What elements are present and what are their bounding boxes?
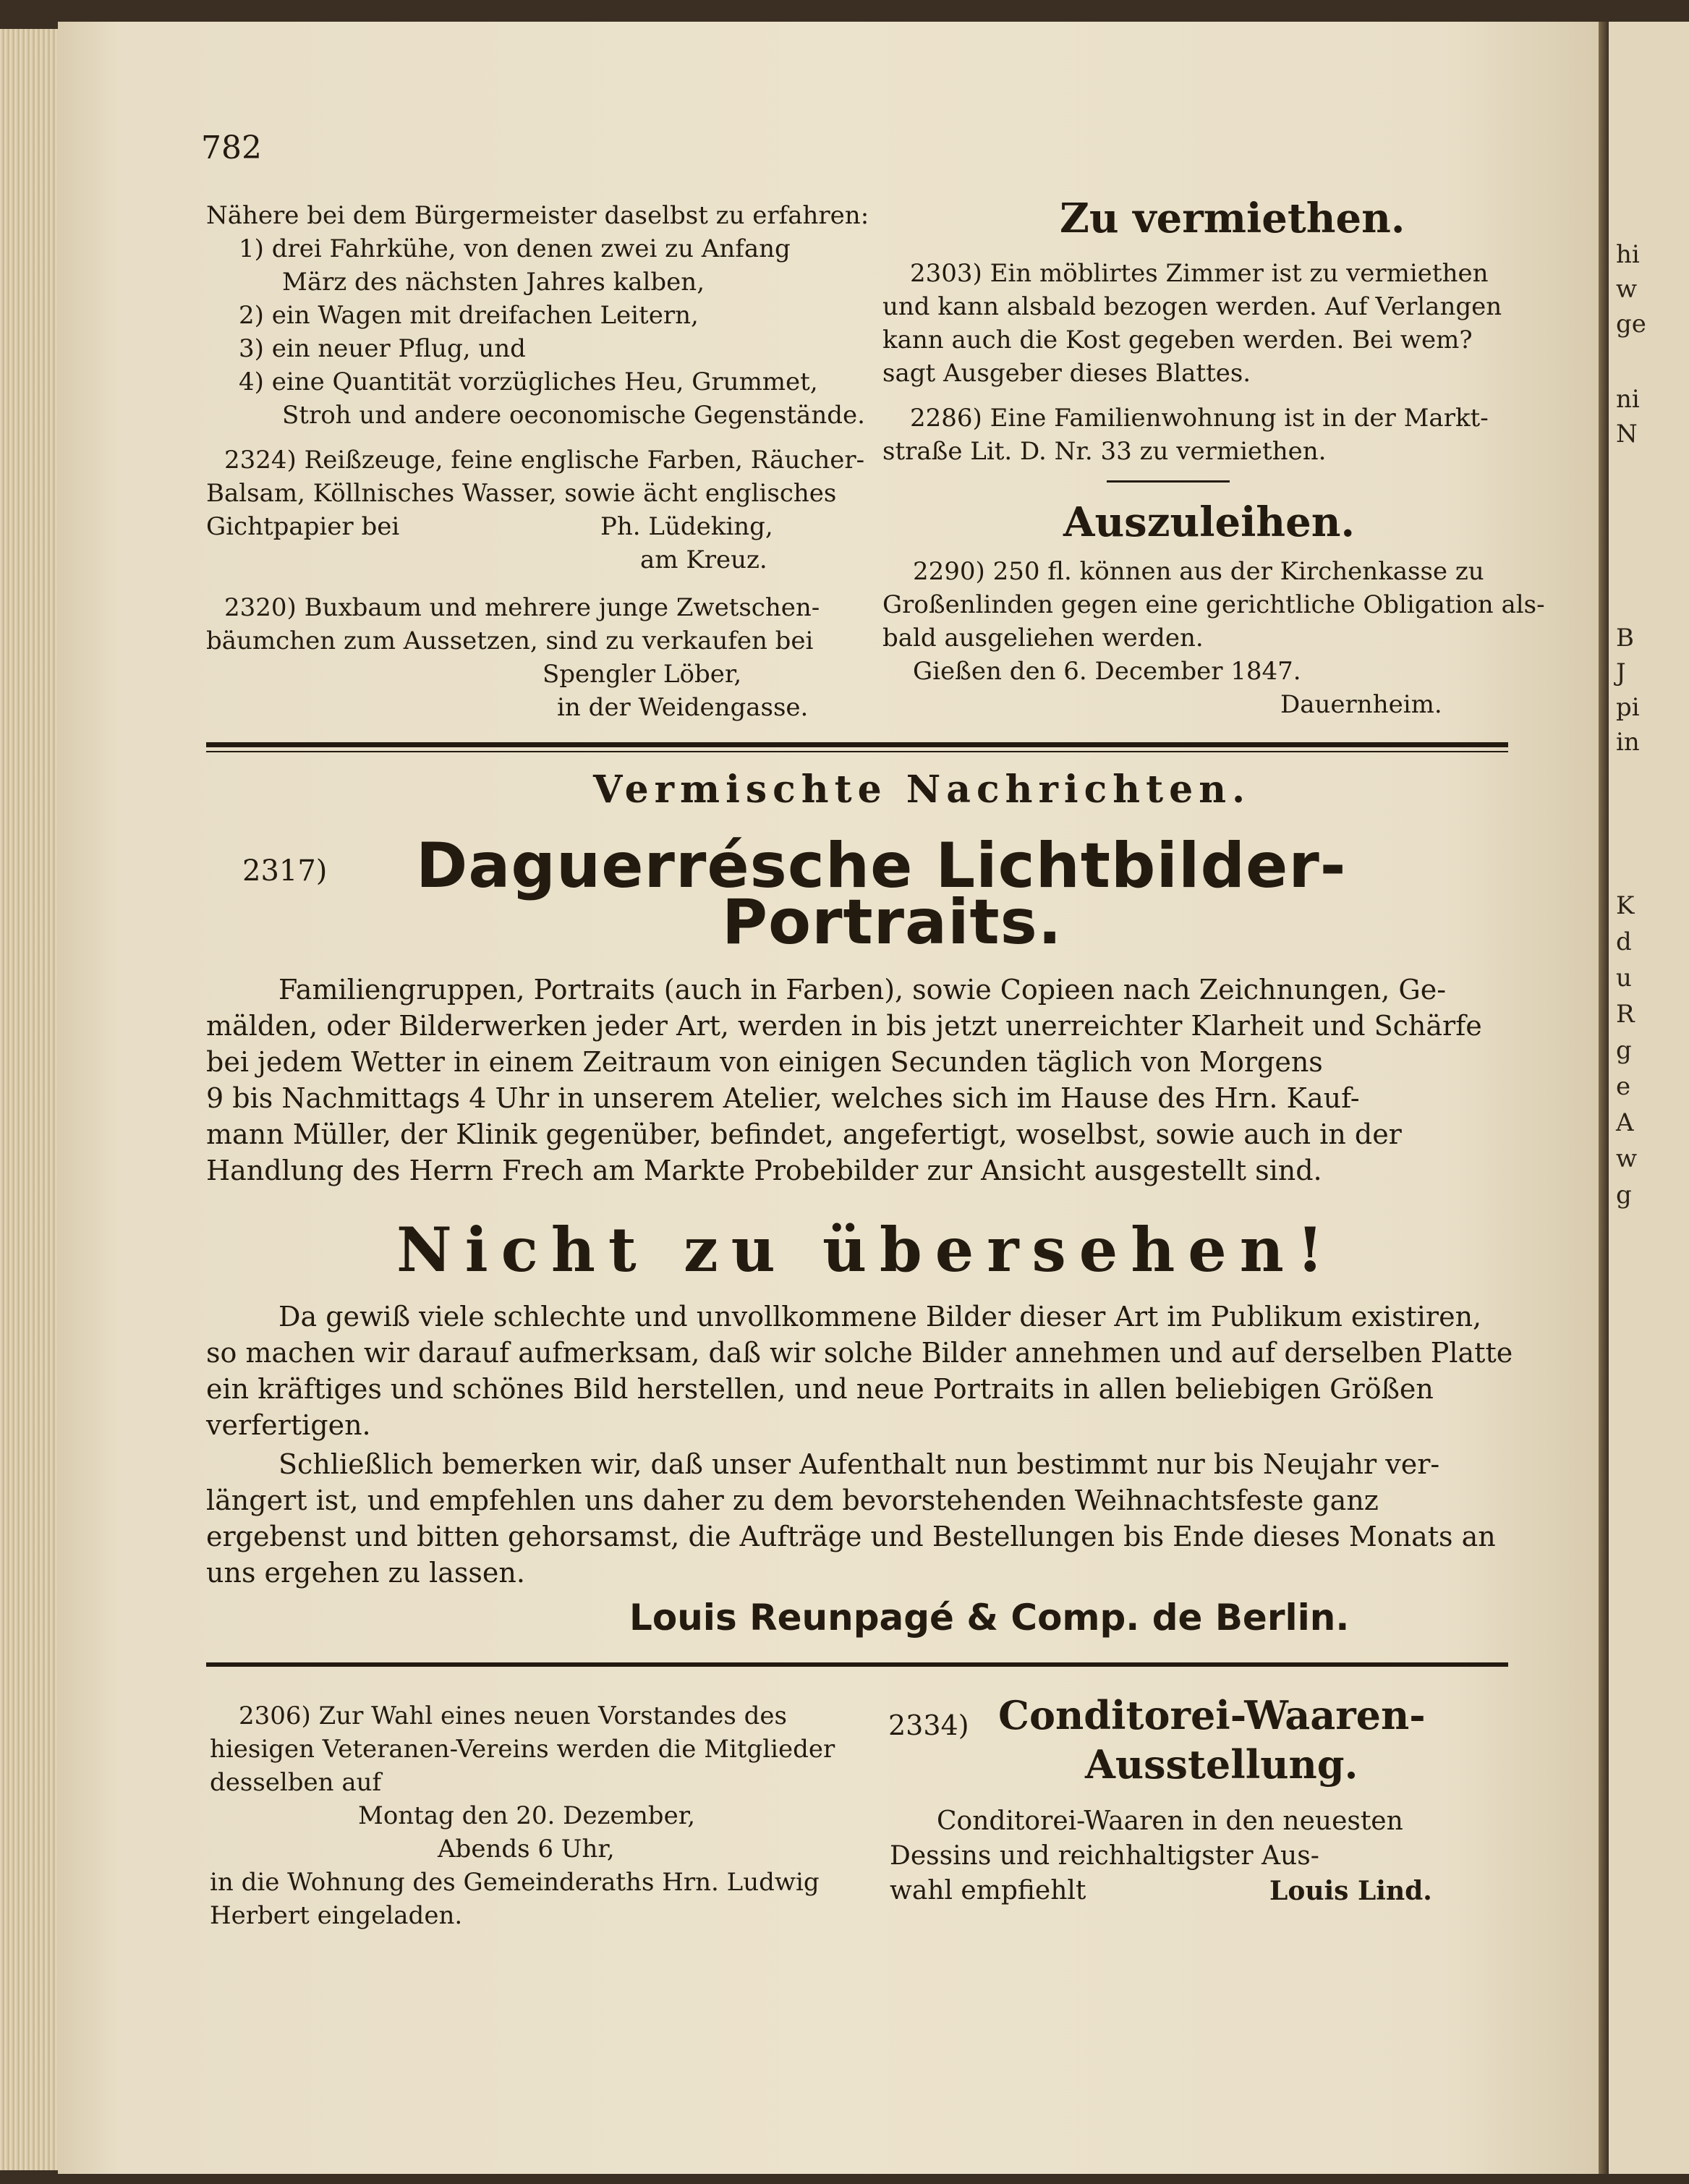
left-text-line: Balsam, Köllnisches Wasser, sowie ächt englisches: [206, 479, 837, 508]
right-text-line: kann auch die Kost gegeben werden. Bei wem?: [882, 326, 1473, 354]
left-text-line: Ph. Lüdeking,: [600, 512, 773, 541]
section-divider: [206, 742, 1508, 747]
ad-number: 2334): [888, 1709, 969, 1741]
next-page-fragment: B: [1616, 624, 1634, 653]
ad-text-line: desselben auf: [210, 1768, 382, 1797]
next-page-fragment: ge: [1616, 310, 1646, 339]
next-page-fragment: pi: [1616, 693, 1640, 722]
heading-auszuleihen: Auszuleihen.: [1063, 498, 1355, 546]
ad-text-line: Familiengruppen, Portraits (auch in Farben), sowie Copieen nach Zeichnungen, Ge-: [278, 974, 1447, 1006]
right-text-line: straße Lit. D. Nr. 33 zu vermiethen.: [882, 437, 1327, 466]
right-text-line: sagt Ausgeber dieses Blattes.: [882, 359, 1251, 388]
ad-text-line: verfertigen.: [206, 1409, 371, 1441]
left-text-line: bäumchen zum Aussetzen, sind zu verkaufen bei: [206, 626, 814, 655]
left-text-line: März des nächsten Jahres kalben,: [282, 268, 705, 297]
ad-text-line: Da gewiß viele schlechte und unvollkommene Bilder dieser Art im Publikum existiren,: [278, 1301, 1482, 1333]
ad-text-line: 9 bis Nachmittags 4 Uhr in unserem Atelier, welches sich im Hause des Hrn. Kauf-: [206, 1082, 1360, 1114]
headline-nicht-zu-uebersehen: Nicht zu übersehen!: [396, 1214, 1337, 1286]
left-text-line: Gichtpapier bei: [206, 512, 400, 541]
next-page-fragment: hi: [1616, 240, 1640, 269]
next-page-edge: [1609, 22, 1689, 2174]
left-text-line: 2) ein Wagen mit dreifachen Leitern,: [239, 301, 699, 330]
ad-text-line: Montag den 20. Dezember,: [358, 1801, 696, 1830]
ad-text-line: uns ergehen zu lassen.: [206, 1557, 525, 1589]
ad-text-line: Dessins und reichhaltigster Aus-: [890, 1841, 1319, 1871]
right-text-line: bald ausgeliehen werden.: [882, 624, 1204, 653]
ad-text-line: Herbert eingeladen.: [210, 1901, 463, 1930]
right-text-line: Gießen den 6. December 1847.: [913, 657, 1301, 686]
right-text-line: 2286) Eine Familienwohnung ist in der Markt-: [910, 404, 1489, 433]
left-text-line: am Kreuz.: [640, 545, 767, 574]
ad-text-line: hiesigen Veteranen-Vereins werden die Mitglieder: [210, 1735, 835, 1764]
next-page-fragment: d: [1616, 927, 1632, 956]
headline-portraits: Portraits.: [722, 886, 1063, 959]
ad-text-line: längert ist, und empfehlen uns daher zu dem bevorstehenden Weihnachtsfeste ganz: [206, 1484, 1379, 1516]
right-text-line: 2303) Ein möblirtes Zimmer ist zu vermiethen: [910, 259, 1489, 288]
ad-text-line: Abends 6 Uhr,: [438, 1835, 615, 1864]
section-title: Vermischte Nachrichten.: [593, 768, 1251, 812]
left-text-line: Stroh und andere oeconomische Gegenstände.: [282, 401, 865, 430]
next-page-fragment: K: [1616, 891, 1635, 920]
short-divider: [1107, 480, 1230, 483]
ad-text-line: wahl empfiehlt: [890, 1876, 1086, 1905]
left-text-line: 2324) Reißzeuge, feine englische Farben, Räucher-: [224, 446, 865, 475]
ad-text-line: Schließlich bemerken wir, daß unser Aufenthalt nun bestimmt nur bis Neujahr ver-: [278, 1448, 1440, 1480]
right-text-line: Dauernheim.: [1280, 690, 1442, 719]
ad-text-line: Conditorei-Waaren in den neuesten: [937, 1806, 1403, 1836]
page-number: 782: [201, 129, 262, 166]
next-page-fragment: g: [1616, 1181, 1632, 1210]
left-text-line: in der Weidengasse.: [557, 693, 809, 722]
ad-text-line: in die Wohnung des Gemeinderaths Hrn. Ludwig: [210, 1868, 820, 1897]
ad-text-line: 2306) Zur Wahl eines neuen Vorstandes des: [239, 1701, 787, 1730]
ad-title: Ausstellung.: [1085, 1741, 1358, 1788]
left-text-line: Nähere bei dem Bürgermeister daselbst zu erfahren:: [206, 201, 869, 230]
next-page-fragment: R: [1616, 1000, 1635, 1029]
book-page-edges: [0, 29, 59, 2170]
right-text-line: Großenlinden gegen eine gerichtliche Obligation als-: [882, 590, 1545, 619]
ad-text-line: Handlung des Herrn Frech am Markte Probebilder zur Ansicht ausgestellt sind.: [206, 1155, 1322, 1186]
next-page-fragment: J: [1616, 658, 1626, 687]
ad-number: 2317): [242, 854, 328, 888]
ad-text-line: mälden, oder Bilderwerken jeder Art, werden in bis jetzt unerreichter Klarheit und Schärfe: [206, 1010, 1482, 1042]
ad-text-line: ergebenst und bitten gehorsamst, die Aufträge und Bestellungen bis Ende dieses Monats an: [206, 1521, 1496, 1552]
ad-signature: Louis Reunpagé & Comp. de Berlin.: [629, 1597, 1350, 1639]
next-page-fragment: g: [1616, 1036, 1632, 1065]
ad-title: Conditorei-Waaren-: [998, 1692, 1426, 1738]
ad-text-line: bei jedem Wetter in einem Zeitraum von einigen Secunden täglich von Morgens: [206, 1046, 1323, 1078]
left-text-line: 1) drei Fahrkühe, von denen zwei zu Anfang: [239, 234, 791, 263]
left-text-line: 3) ein neuer Pflug, und: [239, 334, 526, 363]
right-text-line: und kann alsbald bezogen werden. Auf Verlangen: [882, 292, 1502, 321]
next-page-fragment: u: [1616, 964, 1632, 993]
heading-zu-vermiethen: Zu vermiethen.: [1060, 195, 1405, 242]
next-page-fragment: ni: [1616, 385, 1640, 414]
next-page-fragment: N: [1616, 420, 1638, 449]
section-divider: [206, 1662, 1508, 1667]
next-page-fragment: e: [1616, 1072, 1631, 1101]
left-text-line: 4) eine Quantität vorzügliches Heu, Grummet,: [239, 367, 818, 396]
headline-lichtbilder: Daguerrésche Lichtbilder-: [416, 830, 1347, 902]
ad-text-line: so machen wir darauf aufmerksam, daß wir solche Bilder annehmen und auf derselben Platte: [206, 1337, 1513, 1369]
next-page-fragment: w: [1616, 275, 1638, 304]
left-text-line: Spengler Löber,: [543, 660, 742, 689]
ad-text-line: mann Müller, der Klinik gegenüber, befindet, angefertigt, woselbst, sowie auch in der: [206, 1118, 1402, 1150]
book-spine: [1599, 22, 1609, 2174]
next-page-fragment: A: [1616, 1108, 1634, 1137]
next-page-fragment: w: [1616, 1144, 1638, 1173]
next-page-fragment: in: [1616, 728, 1640, 757]
left-text-line: 2320) Buxbaum und mehrere junge Zwetschen-: [224, 593, 820, 622]
ad-text-line: ein kräftiges und schönes Bild herstellen, und neue Portraits in allen beliebigen Größen: [206, 1373, 1434, 1405]
right-text-line: 2290) 250 fl. können aus der Kirchenkasse zu: [913, 557, 1484, 586]
section-divider-thin: [206, 751, 1508, 752]
ad-text-line: Louis Lind.: [1269, 1876, 1432, 1906]
